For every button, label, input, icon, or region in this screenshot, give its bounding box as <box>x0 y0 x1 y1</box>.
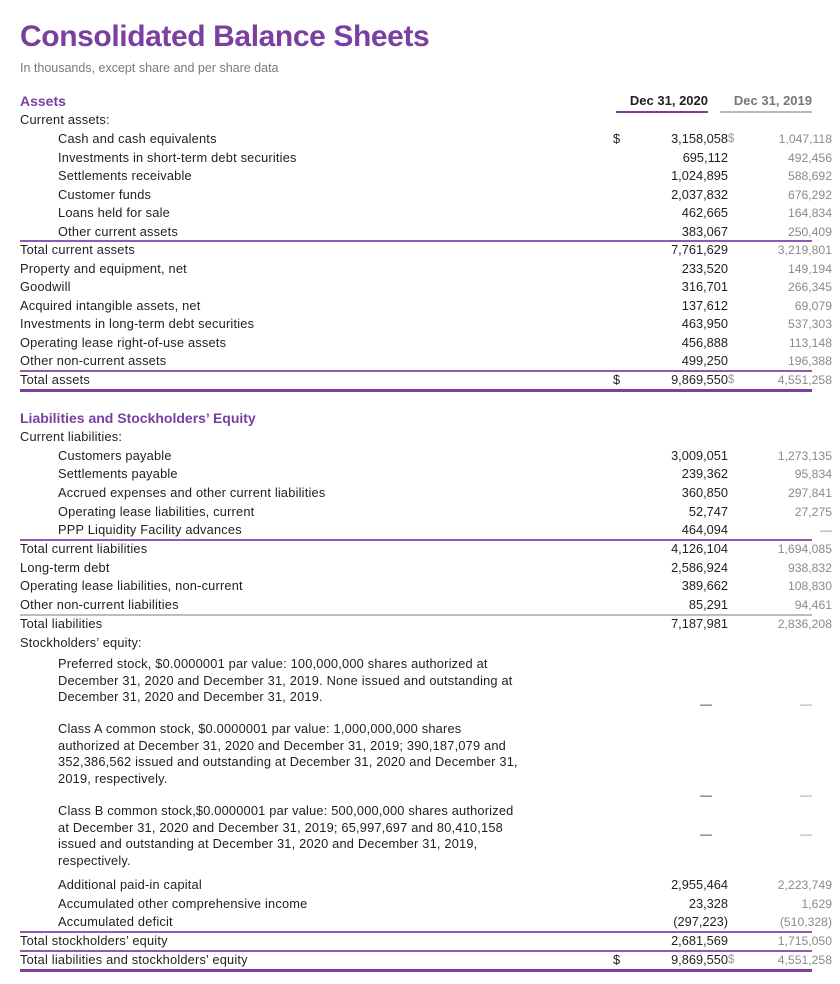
row-label: Operating lease liabilities, current <box>58 503 255 519</box>
column-header-2019: Dec 31, 2019 <box>720 93 812 113</box>
row-label: Operating lease liabilities, non-current <box>20 578 243 593</box>
value-2020: 3,009,051 <box>671 447 728 463</box>
value-2020: 499,250 <box>681 353 728 368</box>
row-label: Property and equipment, net <box>20 260 187 276</box>
row-label: Acquired intangible assets, net <box>20 297 201 313</box>
row-label: Other non-current assets <box>20 353 167 368</box>
current-assets-label-row <box>20 111 812 130</box>
row-label: Current assets: <box>20 112 110 127</box>
value-2019: 4,551,258 <box>777 953 832 967</box>
row-label: Accumulated deficit <box>58 914 173 929</box>
grand-total-row <box>20 951 832 970</box>
total-row <box>20 932 832 951</box>
row-label: Total stockholders’ equity <box>20 933 168 948</box>
value-2019: 69,079 <box>794 298 832 313</box>
value-2020: 462,665 <box>681 205 728 220</box>
value-2020: 1,024,895 <box>671 168 728 183</box>
value-2019: 95,834 <box>794 467 832 481</box>
table-row <box>20 315 832 334</box>
value-2019: 938,832 <box>787 560 832 575</box>
table-row <box>20 503 832 522</box>
row-label: PPP Liquidity Facility advances <box>58 522 242 537</box>
value-2019: 1,047,118 <box>778 132 832 146</box>
table-row <box>20 204 832 223</box>
page-subtitle: In thousands, except share and per share data <box>20 61 279 75</box>
value-2020: 2,955,464 <box>671 877 728 892</box>
row-label: Stockholders’ equity: <box>20 634 142 650</box>
value-2020: 85,291 <box>688 596 728 612</box>
total-underline <box>20 969 812 972</box>
value-2019: 588,692 <box>787 169 832 183</box>
row-label: Customer funds <box>58 186 152 202</box>
value-2020: 456,888 <box>681 334 728 350</box>
class-a-stock-text: Class A common stock, $0.0000001 par value: 1,000,000,000 shares authorized at December 31, 2020 and December 31, 2019; 390,187,079 and 352,386,562 issued and outstanding at December 31, 2020 and December 31, 2019, respectively. <box>58 721 518 786</box>
table-row <box>20 895 832 914</box>
value-2019: 2,223,749 <box>777 878 832 892</box>
value-2020: 4,126,104 <box>671 541 728 556</box>
row-label: Cash and cash equivalents <box>58 131 217 146</box>
preferred-stock-text: Preferred stock, $0.0000001 par value: 100,000,000 shares authorized at December 31, 2020 and December 31, 2019. None issued and outstanding at December 31, 2020 and December 31, 2019. <box>58 656 513 705</box>
row-label: Goodwill <box>20 279 71 294</box>
value-2019: (510,328) <box>779 915 832 929</box>
assets-heading: Assets <box>20 93 66 109</box>
row-label: Additional paid-in capital <box>58 877 202 892</box>
row-label: Customers payable <box>58 447 172 463</box>
table-row <box>20 297 832 316</box>
value-2019: 250,409 <box>787 224 832 239</box>
row-label: Total liabilities <box>20 616 103 631</box>
value-2019: 164,834 <box>787 206 832 220</box>
table-row <box>20 913 832 932</box>
value-2020: 464,094 <box>681 522 728 537</box>
dollar-sign: $ <box>728 374 735 386</box>
table-row <box>20 186 832 205</box>
value-2020: 383,067 <box>681 223 728 239</box>
table-row <box>20 577 832 596</box>
row-label: Settlements payable <box>58 466 178 481</box>
table-row <box>20 352 832 371</box>
table-row <box>20 130 832 149</box>
value-2020: 239,362 <box>681 466 728 481</box>
dollar-sign: $ <box>613 131 621 146</box>
dash-2019: — <box>800 827 812 841</box>
value-2020: 23,328 <box>688 895 728 911</box>
value-2019: 1,273,135 <box>777 448 832 463</box>
value-2020: 316,701 <box>681 279 728 294</box>
value-2019: 108,830 <box>787 579 832 593</box>
table-row <box>20 334 832 353</box>
table-row <box>20 149 832 168</box>
row-label: Total current liabilities <box>20 541 148 556</box>
table-row <box>20 484 832 503</box>
value-2019: 113,148 <box>788 335 832 350</box>
table-row <box>20 465 832 484</box>
table-row <box>20 559 832 578</box>
dash-2020: — <box>700 788 712 802</box>
row-label: Accrued expenses and other current liabilities <box>58 485 326 500</box>
dollar-sign: $ <box>728 954 735 966</box>
row-label: Settlements receivable <box>58 168 192 183</box>
table-row <box>20 260 832 279</box>
value-2019: 3,219,801 <box>777 243 832 257</box>
value-2019: 537,303 <box>787 317 832 331</box>
page-title: Consolidated Balance Sheets <box>20 20 430 53</box>
dash-2020: — <box>700 827 712 841</box>
dash-2019: — <box>800 788 812 802</box>
row-label: Investments in long-term debt securities <box>20 316 255 331</box>
value-2019: 1,629 <box>801 896 832 911</box>
total-underline <box>20 389 812 392</box>
value-2020: 695,112 <box>682 149 728 165</box>
dollar-sign: $ <box>613 952 621 967</box>
current-liabilities-label-row <box>20 428 812 447</box>
row-label: Current liabilities: <box>20 429 123 444</box>
row-label: Operating lease right-of-use assets <box>20 334 227 350</box>
total-row <box>20 615 832 634</box>
value-2019: 196,388 <box>787 354 832 368</box>
table-row <box>20 223 832 242</box>
row-label: Accumulated other comprehensive income <box>58 895 308 911</box>
total-row <box>20 371 832 390</box>
value-2020: 3,158,058 <box>671 131 728 146</box>
row-label: Total liabilities and stockholders’ equity <box>20 952 248 967</box>
value-2019: 4,551,258 <box>777 373 832 387</box>
column-header-2020: Dec 31, 2020 <box>616 93 708 113</box>
value-2019: 297,841 <box>787 486 832 500</box>
dash-2020: — <box>700 697 712 711</box>
table-row <box>20 596 832 615</box>
value-2020: 7,187,981 <box>671 616 728 631</box>
value-2020: 2,586,924 <box>671 559 728 575</box>
class-b-stock-text: Class B common stock,$0.0000001 par value: 500,000,000 shares authorized at December 31, 2020 and December 31, 2019; 65,997,697 and 80,410,158 issued and outstanding at December 31, 2020 and December 31, 2019, respectively. <box>58 803 514 868</box>
dollar-sign: $ <box>728 133 735 145</box>
table-row <box>20 167 832 186</box>
value-2020: 52,747 <box>688 503 728 519</box>
value-2019: 27,275 <box>794 504 832 519</box>
value-2019: 266,345 <box>787 280 832 294</box>
value-2019: 676,292 <box>787 187 832 202</box>
value-2020: 389,662 <box>681 578 728 593</box>
dollar-sign: $ <box>613 372 621 387</box>
value-2019: 1,694,085 <box>777 542 832 556</box>
table-row <box>20 521 832 540</box>
total-row <box>20 241 832 260</box>
value-2019: 492,456 <box>787 150 832 165</box>
table-row <box>20 447 832 466</box>
value-2020: 7,761,629 <box>671 242 728 257</box>
row-label: Total current assets <box>20 242 135 257</box>
value-2020: 233,520 <box>681 260 728 276</box>
row-label: Other current assets <box>58 223 178 239</box>
row-label: Long-term debt <box>20 559 110 575</box>
row-label: Other non-current liabilities <box>20 596 179 612</box>
equity-label-row <box>20 634 812 653</box>
row-label: Investments in short-term debt securities <box>58 149 297 165</box>
value-2019: 1,715,050 <box>777 934 832 948</box>
value-2019: — <box>819 523 832 537</box>
row-label: Total assets <box>20 372 90 387</box>
value-2020: 137,612 <box>681 297 728 313</box>
liabilities-heading: Liabilities and Stockholders’ Equity <box>20 410 256 426</box>
value-2019: 149,194 <box>787 261 832 276</box>
value-2020: 2,037,832 <box>671 186 728 202</box>
value-2020: 9,869,550 <box>671 952 728 967</box>
value-2019: 94,461 <box>794 597 832 612</box>
value-2020: 360,850 <box>681 485 728 500</box>
value-2020: 2,681,569 <box>671 933 728 948</box>
total-row <box>20 540 832 559</box>
dash-2019: — <box>800 697 812 711</box>
row-label: Loans held for sale <box>58 205 170 220</box>
value-2019: 2,836,208 <box>777 617 832 631</box>
value-2020: 463,950 <box>681 316 728 331</box>
value-2020: (297,223) <box>673 914 728 929</box>
table-row <box>20 278 832 297</box>
table-row <box>20 876 832 895</box>
value-2020: 9,869,550 <box>671 372 728 387</box>
